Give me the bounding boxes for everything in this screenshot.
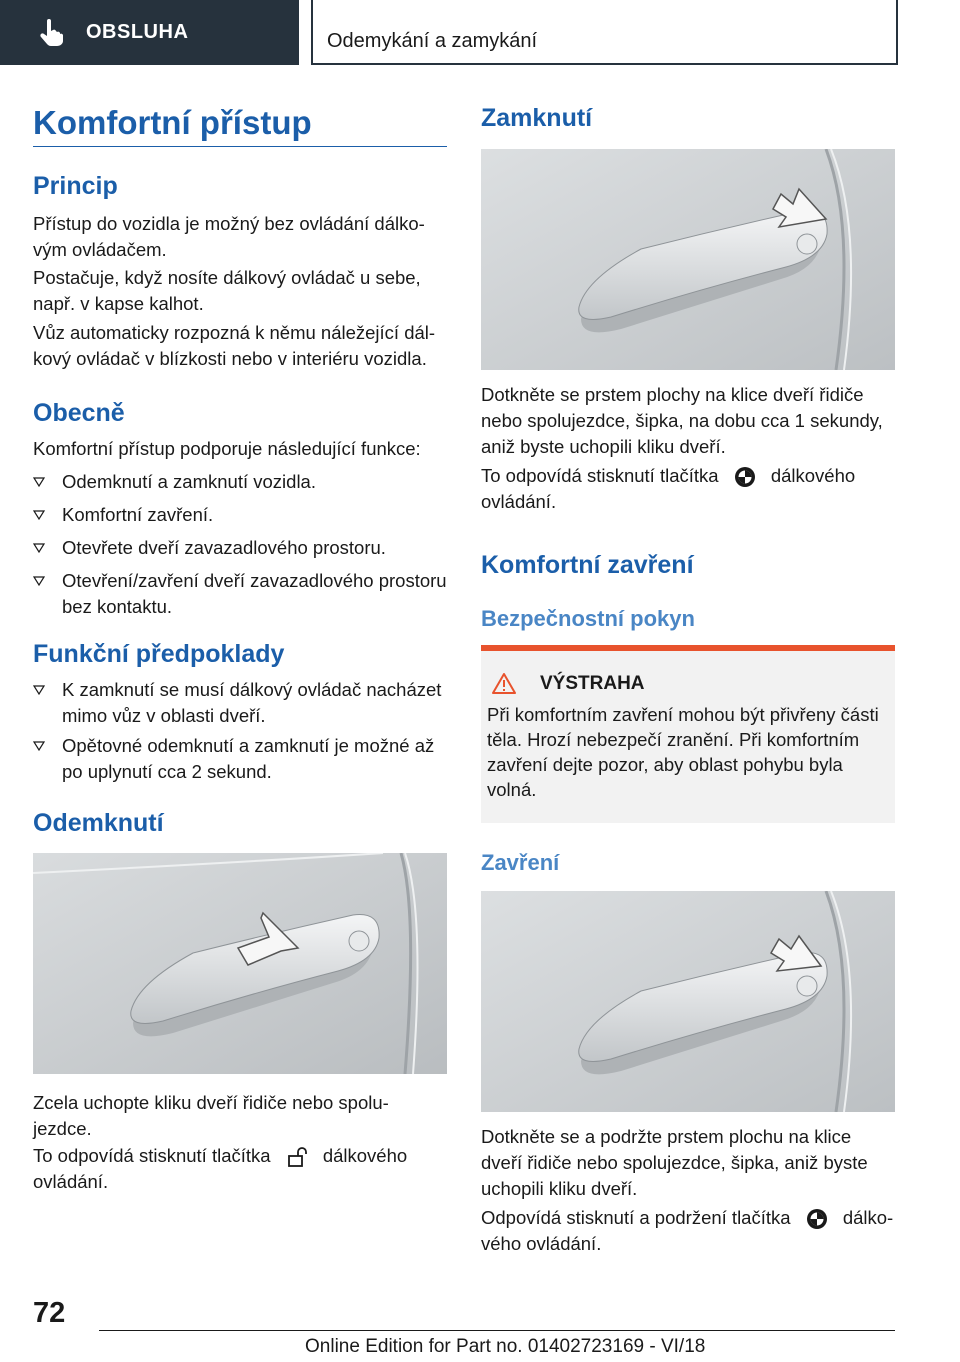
title-divider <box>33 146 447 147</box>
section-tab <box>0 0 299 65</box>
zamknuti-paragraph-1: Dotkněte se prstem plochy na klice dveří řidiče nebo spolujezdce, šipka, na dobu cca 1 sekundy, aniž byste uchopili kliku dveří. <box>481 384 883 457</box>
zavreni-text-end: vého ovládání. <box>481 1233 602 1254</box>
zamknuti-paragraph-2 <box>481 463 895 515</box>
zavreni-paragraph-2 <box>481 1205 895 1257</box>
door-handle-illustration <box>481 891 895 1112</box>
hand-pointer-icon <box>38 19 64 47</box>
princip-paragraph-1: Přístup do vozidla je možný bez ovládání dálko-vým ovládačem. <box>33 213 425 260</box>
warning-box <box>481 645 895 823</box>
heading-predpoklady: Funkční předpoklady <box>33 640 285 668</box>
warning-text: Při komfortním zavření mohou být přivřeny části těla. Hrozí nebezpečí zranění. Při komfortním zavření dejte pozor, aby oblast pohybu byla volná. <box>487 704 879 800</box>
door-handle-photo-unlock <box>33 853 447 1074</box>
zavreni-text-before: Odpovídá stisknutí a podržení tlačítka <box>481 1207 791 1228</box>
list-item-text: Otevřete dveří zavazadlového prostoru. <box>62 537 386 558</box>
chapter-header <box>311 0 898 65</box>
door-handle-illustration <box>481 149 895 370</box>
door-handle-photo-close <box>481 891 895 1112</box>
odemknuti-text-end: ovládání. <box>33 1171 109 1192</box>
heading-princip: Princip <box>33 172 118 200</box>
list-item-text: Opětovné odemknutí a zamknutí je možné až po uplynutí cca 2 sekund. <box>62 735 435 782</box>
princip-paragraph-2: Postačuje, když nosíte dálkový ovládač u sebe, např. v kapse kalhot. <box>33 267 421 314</box>
princip-paragraph-3: Vůz automaticky rozpozná k němu náležející dál-kový ovládač v blízkosti nebo v interiéru vozidla. <box>33 322 436 369</box>
heading-zamknuti: Zamknutí <box>481 104 593 132</box>
footer-divider <box>99 1330 895 1331</box>
triangle-bullet-icon <box>33 576 45 586</box>
triangle-bullet-icon <box>33 685 45 695</box>
list-item-text: Odemknutí a zamknutí vozidla. <box>62 471 316 492</box>
triangle-bullet-icon <box>33 543 45 553</box>
footer-edition: Online Edition for Part no. 01402723169 - VI/18 <box>305 1336 706 1357</box>
unlock-icon <box>286 1146 308 1168</box>
zamknuti-text-end: ovládání. <box>481 491 557 512</box>
warning-triangle-icon <box>491 672 517 695</box>
page-number: 72 <box>33 1297 66 1329</box>
zamknuti-text-before: To odpovídá stisknutí tlačítka <box>481 465 719 486</box>
odemknuti-paragraph-2 <box>33 1143 447 1195</box>
warning-title: VÝSTRAHA <box>540 673 645 694</box>
warning-bar <box>481 645 895 651</box>
heading-obecne: Obecně <box>33 399 125 427</box>
list-item-text: K zamknutí se musí dálkový ovládač nacházet mimo vůz v oblasti dveří. <box>62 679 442 726</box>
odemknuti-text-before: To odpovídá stisknutí tlačítka <box>33 1145 271 1166</box>
zamknuti-text-after: dálkového <box>770 465 856 486</box>
heading-bezpecnostni-pokyn: Bezpečnostní pokyn <box>481 606 695 631</box>
list-item-text: Otevření/zavření dveří zavazadlového prostoru bez kontaktu. <box>62 570 447 617</box>
odemknuti-paragraph-1: Zcela uchopte kliku dveří řidiče nebo spolu-jezdce. <box>33 1092 389 1139</box>
triangle-bullet-icon <box>33 477 45 487</box>
triangle-bullet-icon <box>33 741 45 751</box>
zavreni-paragraph-1: Dotkněte se a podržte prstem plochu na klice dveří řidiče nebo spolujezdce, šipka, aniž byste uchopili kliku dveří. <box>481 1126 868 1199</box>
obecne-intro: Komfortní přístup podporuje následující funkce: <box>33 438 421 459</box>
chapter-title: Odemykání a zamykání <box>327 30 538 52</box>
heading-odemknuti: Odemknutí <box>33 809 164 837</box>
page-title: Komfortní přístup <box>33 104 312 141</box>
heading-zavreni: Zavření <box>481 850 560 875</box>
door-handle-illustration <box>33 853 447 1074</box>
zavreni-text-after: dálko- <box>842 1207 894 1228</box>
section-label: OBSLUHA <box>86 21 189 43</box>
door-handle-photo-lock <box>481 149 895 370</box>
bmw-logo-icon <box>806 1208 828 1230</box>
list-item-text: Komfortní zavření. <box>62 504 214 525</box>
bmw-logo-icon <box>734 466 756 488</box>
odemknuti-text-after: dálkového <box>322 1145 408 1166</box>
triangle-bullet-icon <box>33 510 45 520</box>
heading-komfortni-zavreni: Komfortní zavření <box>481 551 694 579</box>
